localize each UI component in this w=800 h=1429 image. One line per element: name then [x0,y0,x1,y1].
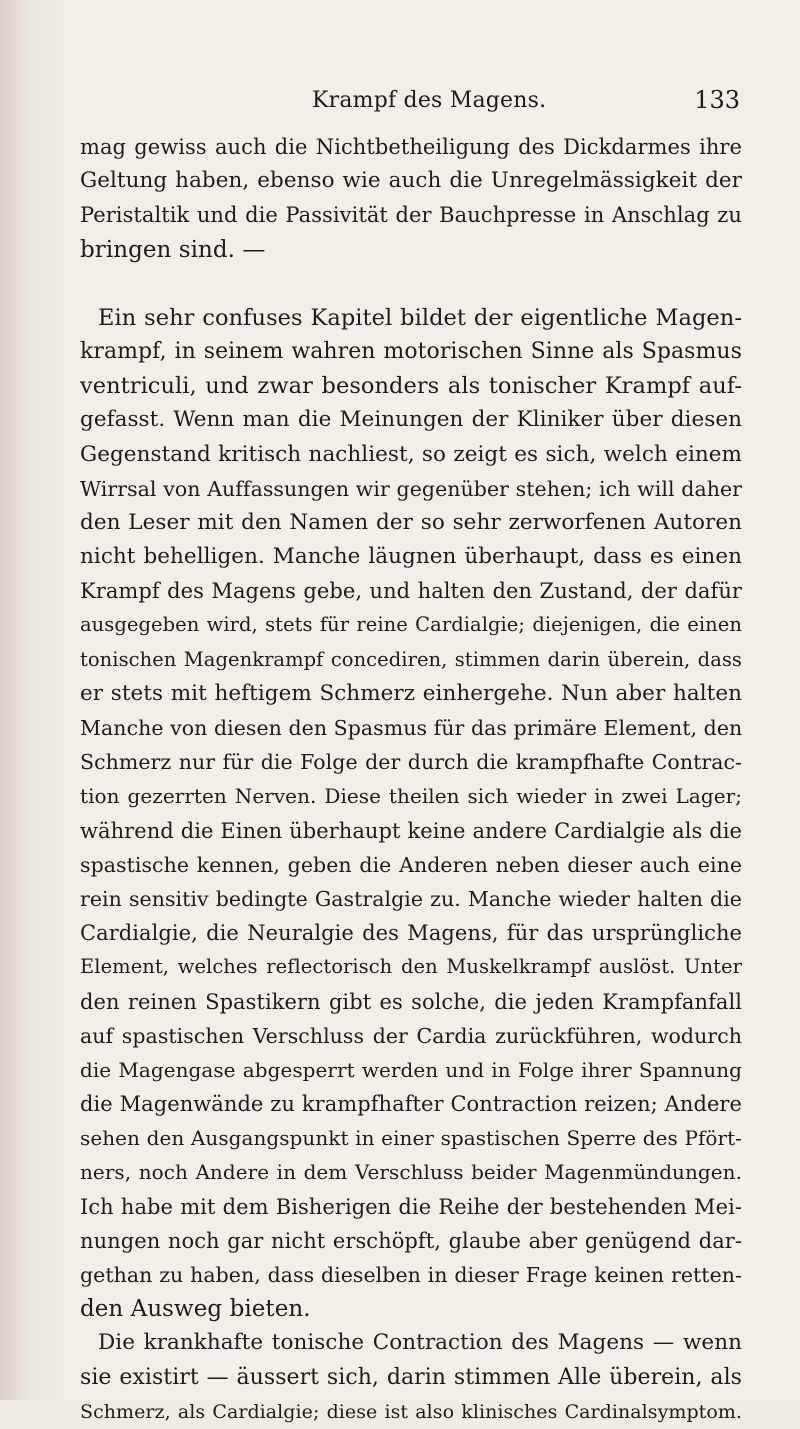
text-line: nicht behelligen. Manche läugnen überhaupt, dass es einen [80,544,742,570]
paragraph-gap [80,267,742,301]
text-line: Ein sehr confuses Kapitel bildet der eigentliche Magen- [98,304,742,331]
text-line: mag gewiss auch die Nichtbetheiligung des Dickdarmes ihre [80,135,742,159]
running-title: Krampf des Magens. [312,88,547,113]
text-line: sie existirt — äussert sich, darin stimmen Alle überein, als [80,1364,742,1390]
text-line: die Magenwände zu krampfhafter Contraction reizen; Andere [80,1092,742,1117]
page-number: 133 [694,86,740,114]
text-line: Schmerz nur für die Folge der durch die krampfhafte Contrac- [80,750,742,775]
text-line: ausgegeben wird, stets für reine Cardialgie; diejenigen, die einen [80,613,742,637]
text-line: Schmerz, als Cardialgie; diese ist also klinisches Cardinalsymptom. [80,1400,742,1423]
text-line: Element, welches reflectorisch den Muskelkrampf auslöst. Unter [80,955,742,979]
text-line: rein sensitiv bedingte Gastralgie zu. Manche wieder halten die [80,886,742,911]
text-line: gefasst. Wenn man die Meinungen der Kliniker über diesen [80,407,742,433]
text-line: den reinen Spastikern gibt es solche, die jeden Krampfanfall [80,989,742,1014]
text-line: krampf, in seinem wahren motorischen Sinne als Spasmus [80,338,742,364]
text-line: er stets mit heftigem Schmerz einhergehe. Nun aber halten [80,680,742,706]
text-line: nungen noch gar nicht erschöpft, glaube aber genügend dar- [80,1228,742,1253]
text-line: Krampf des Magens gebe, und halten den Zustand, der dafür [80,579,742,604]
text-line: gethan zu haben, dass dieselben in dieser Frage keinen retten- [80,1263,742,1287]
text-line: bringen sind. — [80,236,266,263]
text-line: den Ausweg bieten. [80,1296,311,1323]
text-line: Wirrsal von Auffassungen wir gegenüber stehen; ich will daher [80,476,742,501]
text-line: ventriculi, und zwar besonders als tonischer Krampf auf- [80,373,742,400]
text-line: den Leser mit den Namen der so sehr zerworfenen Autoren [80,509,742,535]
paragraph [80,301,742,1327]
text-line: ners, noch Andere in dem Verschluss beider Magenmündungen. [80,1160,742,1185]
text-line: Manche von diesen den Spasmus für das primäre Element, den [80,716,743,740]
text-line: spastische kennen, geben die Anderen neben dieser auch eine [80,852,742,877]
text-line: tion gezerrten Nerven. Diese theilen sich wieder in zwei Lager; [80,784,742,809]
text-line: sehen den Ausgangspunkt in einer spastischen Sperre des Pfört- [80,1126,742,1151]
text-line: auf spastischen Verschluss der Cardia zurückführen, wodurch [80,1023,742,1048]
page-header [80,88,740,118]
text-line: die Magengase abgesperrt werden und in Folge ihrer Spannung [80,1057,742,1082]
body-text [80,130,742,1429]
text-line: tonischen Magenkrampf concediren, stimmen darin überein, dass [80,647,742,671]
text-line: Cardialgie, die Neuralgie des Magens, für das ursprüngliche [80,921,742,946]
paragraph [80,130,742,267]
text-line: Die krankhafte tonische Contraction des Magens — wenn [98,1330,742,1356]
paragraph [80,1326,742,1429]
text-line: Ich habe mit dem Bisherigen die Reihe der bestehenden Mei- [80,1194,742,1219]
text-line: während die Einen überhaupt keine andere Cardialgie als die [80,818,742,843]
text-line: Peristaltik und die Passivität der Bauchpresse in Anschlag zu [80,203,742,228]
text-line: Gegenstand kritisch nachliest, so zeigt es sich, welch einem [80,441,742,467]
text-line: Geltung haben, ebenso wie auch die Unregelmässigkeit der [80,168,742,194]
